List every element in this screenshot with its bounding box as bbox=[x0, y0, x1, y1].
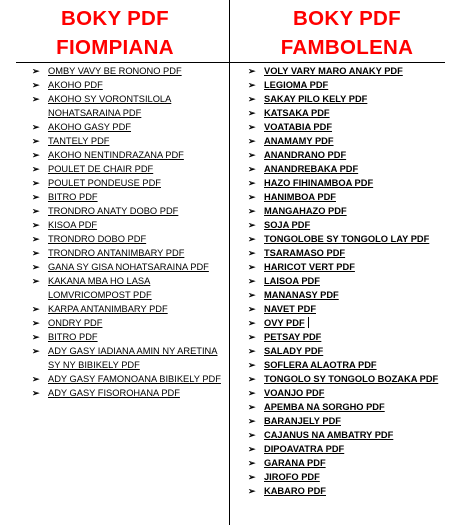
fiompiana-pdf-link[interactable]: TRONDRO ANTANIMBARY PDF bbox=[48, 248, 185, 258]
fambolena-pdf-link[interactable]: TONGOLO SY TONGOLO BOZAKA PDF bbox=[264, 374, 439, 384]
fiompiana-list-item bbox=[32, 218, 224, 232]
fambolena-list-item bbox=[248, 176, 454, 190]
arrow-right-icon: ➢ bbox=[32, 388, 40, 398]
arrow-right-icon: ➢ bbox=[32, 136, 40, 146]
arrow-right-icon: ➢ bbox=[248, 66, 256, 76]
fambolena-pdf-link[interactable]: APEMBA NA SORGHO PDF bbox=[264, 402, 385, 412]
fiompiana-list-item bbox=[32, 162, 224, 176]
arrow-right-icon: ➢ bbox=[248, 94, 256, 104]
fiompiana-pdf-link[interactable]: ADY GASY FAMONOANA BIBIKELY PDF bbox=[48, 374, 221, 384]
fambolena-pdf-link[interactable]: TONGOLOBE SY TONGOLO LAY PDF bbox=[264, 234, 430, 244]
arrow-right-icon: ➢ bbox=[32, 374, 40, 384]
fambolena-pdf-link[interactable]: HAZO FIHINAMBOA PDF bbox=[264, 178, 374, 188]
fiompiana-list-item bbox=[32, 330, 224, 344]
fambolena-pdf-link[interactable]: KABARO PDF bbox=[264, 486, 326, 496]
fiompiana-pdf-link[interactable]: KISOA PDF bbox=[48, 220, 98, 230]
fambolena-pdf-link[interactable]: SOJA PDF bbox=[264, 220, 311, 230]
fambolena-list-item bbox=[248, 106, 454, 120]
fiompiana-list-item bbox=[32, 232, 224, 246]
fambolena-list-item bbox=[248, 190, 454, 204]
arrow-right-icon: ➢ bbox=[32, 276, 40, 286]
fambolena-list-item bbox=[248, 232, 454, 246]
fambolena-pdf-link[interactable]: GARANA PDF bbox=[264, 458, 326, 468]
arrow-right-icon: ➢ bbox=[248, 206, 256, 216]
fambolena-list-item bbox=[248, 302, 454, 316]
fambolena-list-item bbox=[248, 274, 454, 288]
arrow-right-icon: ➢ bbox=[248, 444, 256, 454]
arrow-right-icon: ➢ bbox=[32, 346, 40, 356]
arrow-right-icon: ➢ bbox=[248, 318, 256, 328]
arrow-right-icon: ➢ bbox=[248, 430, 256, 440]
fiompiana-pdf-link[interactable]: ONDRY PDF bbox=[48, 318, 103, 328]
arrow-right-icon: ➢ bbox=[248, 248, 256, 258]
fambolena-pdf-link[interactable]: OVY PDF bbox=[264, 318, 305, 328]
fambolena-list-item bbox=[248, 400, 454, 414]
arrow-right-icon: ➢ bbox=[248, 108, 256, 118]
arrow-right-icon: ➢ bbox=[248, 416, 256, 426]
fambolena-list-item bbox=[248, 162, 454, 176]
fambolena-list-item bbox=[248, 484, 454, 498]
fambolena-list-item bbox=[248, 288, 454, 302]
fambolena-list-item bbox=[248, 204, 454, 218]
fiompiana-pdf-link[interactable]: BITRO PDF bbox=[48, 332, 98, 342]
fambolena-list-item bbox=[248, 316, 454, 330]
fambolena-list-item bbox=[248, 92, 454, 106]
fiompiana-list-item bbox=[32, 344, 224, 372]
arrow-right-icon: ➢ bbox=[32, 220, 40, 230]
arrow-right-icon: ➢ bbox=[248, 472, 256, 482]
fiompiana-list-item bbox=[32, 78, 224, 92]
fambolena-list-item bbox=[248, 386, 454, 400]
arrow-right-icon: ➢ bbox=[32, 234, 40, 244]
fiompiana-list-item bbox=[32, 204, 224, 218]
arrow-right-icon: ➢ bbox=[248, 80, 256, 90]
fiompiana-pdf-link[interactable]: AKOHO GASY PDF bbox=[48, 122, 132, 132]
fambolena-list-item bbox=[248, 64, 454, 78]
fambolena-list-item bbox=[248, 344, 454, 358]
arrow-right-icon: ➢ bbox=[248, 178, 256, 188]
fiompiana-list-item bbox=[32, 302, 224, 316]
column-divider bbox=[229, 0, 230, 525]
arrow-right-icon: ➢ bbox=[32, 332, 40, 342]
arrow-right-icon: ➢ bbox=[248, 360, 256, 370]
fambolena-list-item bbox=[248, 78, 454, 92]
fambolena-pdf-link[interactable]: LAISOA PDF bbox=[264, 276, 320, 286]
fambolena-list-item bbox=[248, 260, 454, 274]
fiompiana-list-item bbox=[32, 176, 224, 190]
fambolena-pdf-link[interactable]: MANANASY PDF bbox=[264, 290, 339, 300]
fiompiana-pdf-link[interactable]: BITRO PDF bbox=[48, 192, 98, 202]
fiompiana-heading-line1: BOKY PDF bbox=[61, 7, 169, 30]
fiompiana-pdf-link[interactable]: AKOHO SY VORONTSILOLA NOHATSARAINA PDF bbox=[48, 94, 172, 118]
arrow-right-icon: ➢ bbox=[32, 248, 40, 258]
arrow-right-icon: ➢ bbox=[248, 486, 256, 496]
fambolena-list-item bbox=[248, 358, 454, 372]
fiompiana-pdf-link[interactable]: TRONDRO ANATY DOBO PDF bbox=[48, 206, 179, 216]
arrow-right-icon: ➢ bbox=[32, 262, 40, 272]
fambolena-list-item bbox=[248, 470, 454, 484]
fiompiana-list-item bbox=[32, 260, 224, 274]
fambolena-pdf-link[interactable]: ANAMAMY PDF bbox=[264, 136, 334, 146]
fambolena-pdf-link[interactable]: TSARAMASO PDF bbox=[264, 248, 346, 258]
fambolena-heading-line2: FAMBOLENA bbox=[280, 36, 414, 59]
fambolena-pdf-link[interactable]: NAVET PDF bbox=[264, 304, 316, 314]
fambolena-list-item bbox=[248, 442, 454, 456]
fambolena-pdf-link[interactable]: DIPOAVATRA PDF bbox=[264, 444, 345, 454]
arrow-right-icon: ➢ bbox=[248, 276, 256, 286]
fiompiana-pdf-link[interactable]: OMBY VAVY BE RONONO PDF bbox=[48, 66, 182, 76]
fiompiana-list-item bbox=[32, 316, 224, 330]
arrow-right-icon: ➢ bbox=[248, 150, 256, 160]
fiompiana-pdf-link[interactable]: ADY GASY IADIANA AMIN NY ARETINA SY NY BIBIKELY PDF bbox=[48, 346, 218, 370]
fiompiana-pdf-link[interactable]: GANA SY GISA NOHATSARAINA PDF bbox=[48, 262, 209, 272]
fiompiana-list-item bbox=[32, 148, 224, 162]
fiompiana-pdf-link[interactable]: KAKANA MBA HO LASA LOMVRICOMPOST PDF bbox=[48, 276, 152, 300]
fambolena-heading bbox=[229, 4, 465, 62]
arrow-right-icon: ➢ bbox=[32, 206, 40, 216]
arrow-right-icon: ➢ bbox=[248, 332, 256, 342]
fambolena-list-item bbox=[248, 148, 454, 162]
fambolena-pdf-link[interactable]: JIROFO PDF bbox=[264, 472, 320, 482]
arrow-right-icon: ➢ bbox=[32, 318, 40, 328]
arrow-right-icon: ➢ bbox=[32, 178, 40, 188]
fambolena-pdf-link[interactable]: SOFLERA ALAOTRA PDF bbox=[264, 360, 377, 370]
arrow-right-icon: ➢ bbox=[32, 80, 40, 90]
arrow-right-icon: ➢ bbox=[248, 192, 256, 202]
arrow-right-icon: ➢ bbox=[248, 304, 256, 314]
fiompiana-list-item bbox=[32, 386, 224, 400]
fiompiana-pdf-link[interactable]: TRONDRO DOBO PDF bbox=[48, 234, 147, 244]
fiompiana-heading-line2: FIOMPIANA bbox=[56, 36, 174, 59]
arrow-right-icon: ➢ bbox=[32, 304, 40, 314]
fambolena-pdf-link[interactable]: ANANDRANO PDF bbox=[264, 150, 347, 160]
fiompiana-list-item bbox=[32, 274, 224, 302]
fambolena-pdf-link[interactable]: LEGIOMA PDF bbox=[264, 80, 329, 90]
fambolena-pdf-link[interactable]: SALADY PDF bbox=[264, 346, 324, 356]
fambolena-pdf-link[interactable]: CAJANUS NA AMBATRY PDF bbox=[264, 430, 394, 440]
header-divider bbox=[16, 62, 445, 63]
fambolena-list-item bbox=[248, 134, 454, 148]
fiompiana-pdf-link[interactable]: AKOHO NENTINDRAZANA PDF bbox=[48, 150, 184, 160]
arrow-right-icon: ➢ bbox=[248, 164, 256, 174]
arrow-right-icon: ➢ bbox=[32, 122, 40, 132]
arrow-right-icon: ➢ bbox=[32, 66, 40, 76]
arrow-right-icon: ➢ bbox=[32, 94, 40, 104]
fambolena-pdf-link[interactable]: PETSAY PDF bbox=[264, 332, 322, 342]
fiompiana-list-item bbox=[32, 246, 224, 260]
fiompiana-pdf-link[interactable]: AKOHO PDF bbox=[48, 80, 103, 90]
fiompiana-list-item bbox=[32, 120, 224, 134]
fambolena-pdf-link[interactable]: HARICOT VERT PDF bbox=[264, 262, 355, 272]
fiompiana-list-item bbox=[32, 190, 224, 204]
fambolena-pdf-link[interactable]: ANANDREBAKA PDF bbox=[264, 164, 359, 174]
fambolena-pdf-link[interactable]: SAKAY PILO KELY PDF bbox=[264, 94, 368, 104]
arrow-right-icon: ➢ bbox=[248, 458, 256, 468]
arrow-right-icon: ➢ bbox=[248, 388, 256, 398]
fambolena-list-item bbox=[248, 330, 454, 344]
fambolena-pdf-link[interactable]: VOLY VARY MARO ANAKY PDF bbox=[264, 66, 403, 76]
arrow-right-icon: ➢ bbox=[32, 150, 40, 160]
fiompiana-pdf-link[interactable]: POULET DE CHAIR PDF bbox=[48, 164, 154, 174]
fiompiana-pdf-link[interactable]: TANTELY PDF bbox=[48, 136, 110, 146]
fambolena-pdf-link[interactable]: KATSAKA PDF bbox=[264, 108, 330, 118]
arrow-right-icon: ➢ bbox=[32, 164, 40, 174]
fiompiana-pdf-link[interactable]: KARPA ANTANIMBARY PDF bbox=[48, 304, 168, 314]
arrow-right-icon: ➢ bbox=[248, 374, 256, 384]
fiompiana-list-item bbox=[32, 64, 224, 78]
arrow-right-icon: ➢ bbox=[248, 136, 256, 146]
arrow-right-icon: ➢ bbox=[248, 122, 256, 132]
fambolena-list-item bbox=[248, 414, 454, 428]
fiompiana-list-item bbox=[32, 134, 224, 148]
fiompiana-pdf-link[interactable]: POULET PONDEUSE PDF bbox=[48, 178, 161, 188]
fambolena-pdf-link[interactable]: VOATABIA PDF bbox=[264, 122, 333, 132]
fiompiana-heading bbox=[0, 4, 230, 62]
arrow-right-icon: ➢ bbox=[248, 220, 256, 230]
fambolena-heading-line1: BOKY PDF bbox=[293, 7, 401, 30]
arrow-right-icon: ➢ bbox=[32, 192, 40, 202]
fambolena-pdf-list bbox=[248, 64, 454, 498]
fiompiana-list-item bbox=[32, 372, 224, 386]
arrow-right-icon: ➢ bbox=[248, 290, 256, 300]
fiompiana-pdf-list bbox=[32, 64, 224, 400]
fambolena-list-item bbox=[248, 428, 454, 442]
arrow-right-icon: ➢ bbox=[248, 234, 256, 244]
fambolena-pdf-link[interactable]: MANGAHAZO PDF bbox=[264, 206, 347, 216]
fambolena-list-item bbox=[248, 456, 454, 470]
fiompiana-list-item bbox=[32, 92, 224, 120]
arrow-right-icon: ➢ bbox=[248, 402, 256, 412]
fambolena-list-item bbox=[248, 120, 454, 134]
fambolena-list-item bbox=[248, 218, 454, 232]
arrow-right-icon: ➢ bbox=[248, 262, 256, 272]
fambolena-pdf-link[interactable]: BARANJELY PDF bbox=[264, 416, 341, 426]
arrow-right-icon: ➢ bbox=[248, 346, 256, 356]
fambolena-list-item bbox=[248, 246, 454, 260]
fiompiana-pdf-link[interactable]: ADY GASY FISOROHANA PDF bbox=[48, 388, 180, 398]
fambolena-pdf-link[interactable]: HANIMBOA PDF bbox=[264, 192, 336, 202]
text-cursor bbox=[308, 317, 309, 328]
fambolena-pdf-link[interactable]: VOANJO PDF bbox=[264, 388, 325, 398]
fambolena-list-item bbox=[248, 372, 454, 386]
